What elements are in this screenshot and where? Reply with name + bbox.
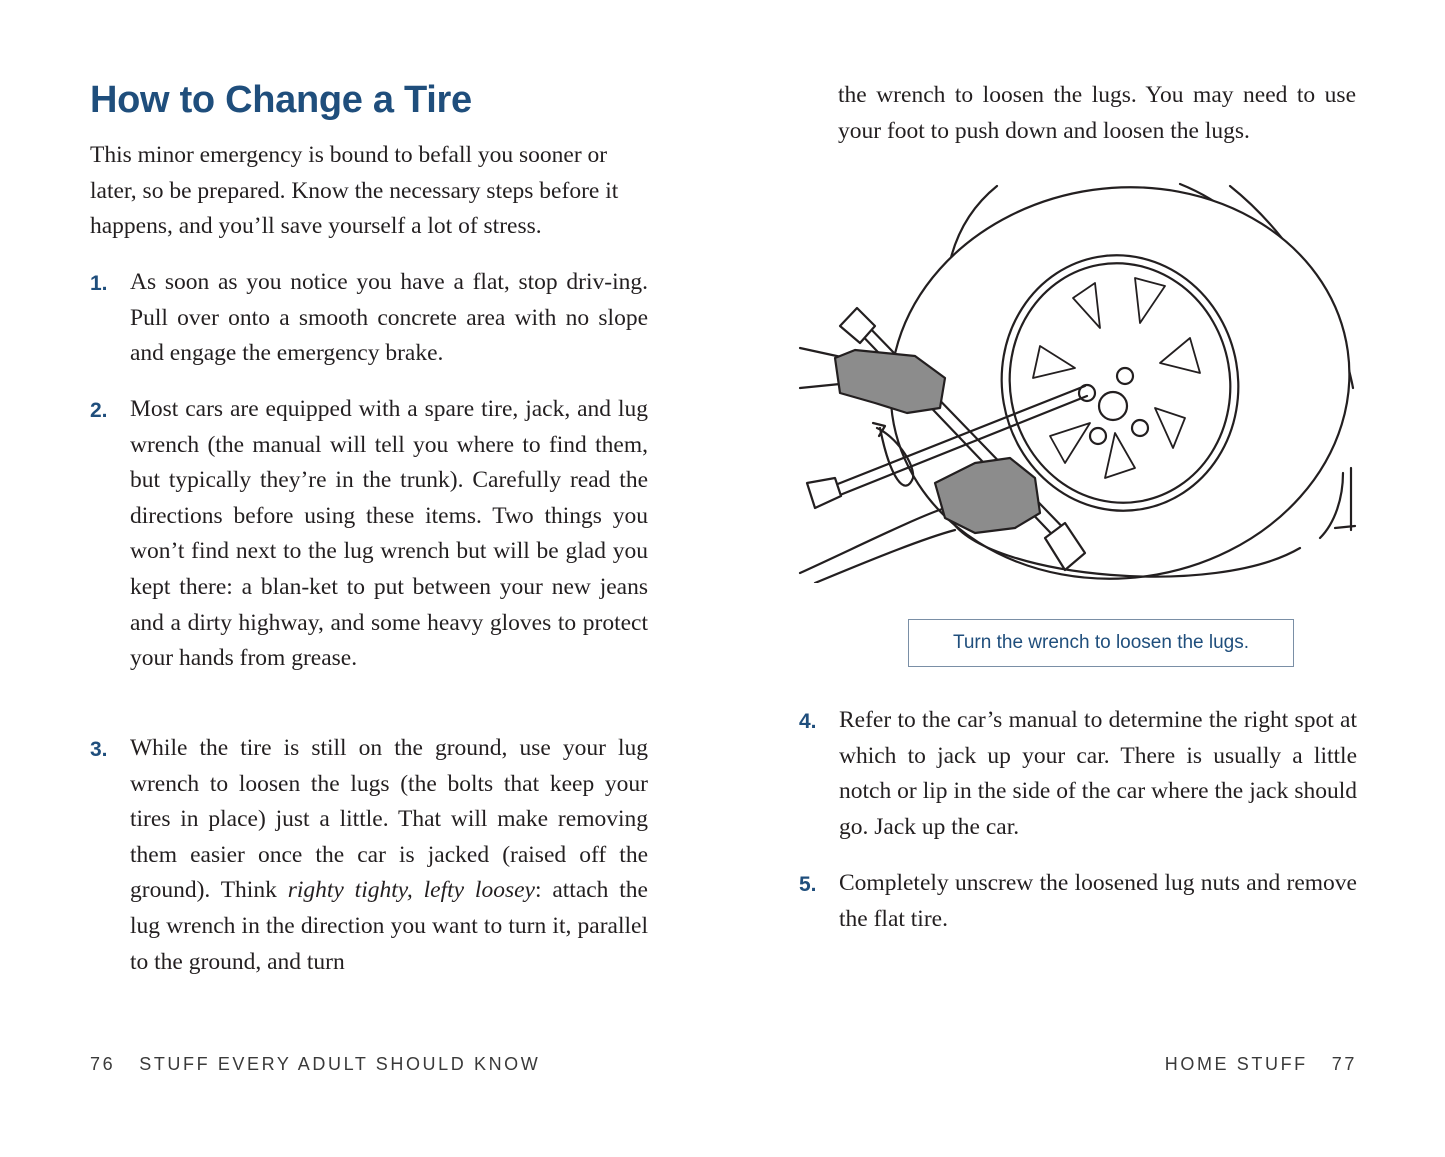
page-number: 77: [1331, 1054, 1357, 1074]
step-text-part: : attach the lug wrench in the direction you want to turn it, parallel to the ground, and turn: [130, 877, 648, 975]
step-number: 2.: [90, 399, 108, 422]
step-number: 4.: [799, 710, 817, 733]
step-text: Most cars are equipped with a spare tire, jack, and lug wrench (the manual will tell you where to find them, but typically they’re in the trunk). Carefully read the directions before using these items. Two things you won’t find next to the lug wrench but will be glad you kept there: a blan-ket to put between your new jeans and a dirty highway, and some heavy gloves to protect your hands from grease.: [130, 396, 648, 672]
footer-left: [90, 1054, 540, 1075]
page-title: How to Change a Tire: [90, 79, 472, 121]
footer-right: [1165, 1054, 1357, 1075]
step-3-continued: the wrench to loosen the lugs. You may need to use your foot to push down and loosen the lugs.: [838, 82, 1356, 144]
section-title: HOME STUFF: [1164, 1054, 1308, 1074]
step-number: 1.: [90, 272, 108, 295]
book-title: STUFF EVERY ADULT SHOULD KNOW: [139, 1054, 541, 1074]
tire-wrench-illustration: [795, 178, 1360, 583]
intro-paragraph: This minor emergency is bound to befall you sooner or later, so be prepared. Know the necessary steps before it happens, and you’ll save yourself a lot of stress.: [90, 142, 619, 240]
step-number: 5.: [799, 873, 817, 896]
step-number: 3.: [90, 738, 108, 761]
step-text: Refer to the car’s manual to determine the right spot at which to jack up your car. There is usually a little notch or lip in the side of the car where the jack should go. Jack up the car.: [839, 707, 1357, 840]
figure-caption: Turn the wrench to loosen the lugs.: [908, 619, 1294, 667]
step-text-part: While the tire is still on the ground, use your lug wrench to loosen the lugs (the bolts that keep your tires in place) just a little. That will make removing them easier once the car is jacked (raised off the ground). Think: [130, 735, 648, 904]
step-text: Completely unscrew the loosened lug nuts and remove the flat tire.: [839, 870, 1357, 932]
page-number: 76: [90, 1054, 116, 1074]
step-text: [130, 731, 648, 980]
step-text-emphasis: righty tighty, lefty loosey: [287, 877, 535, 904]
step-text: As soon as you notice you have a flat, stop driv-ing. Pull over onto a smooth concrete area with no slope and engage the emergency brake.: [130, 269, 648, 367]
